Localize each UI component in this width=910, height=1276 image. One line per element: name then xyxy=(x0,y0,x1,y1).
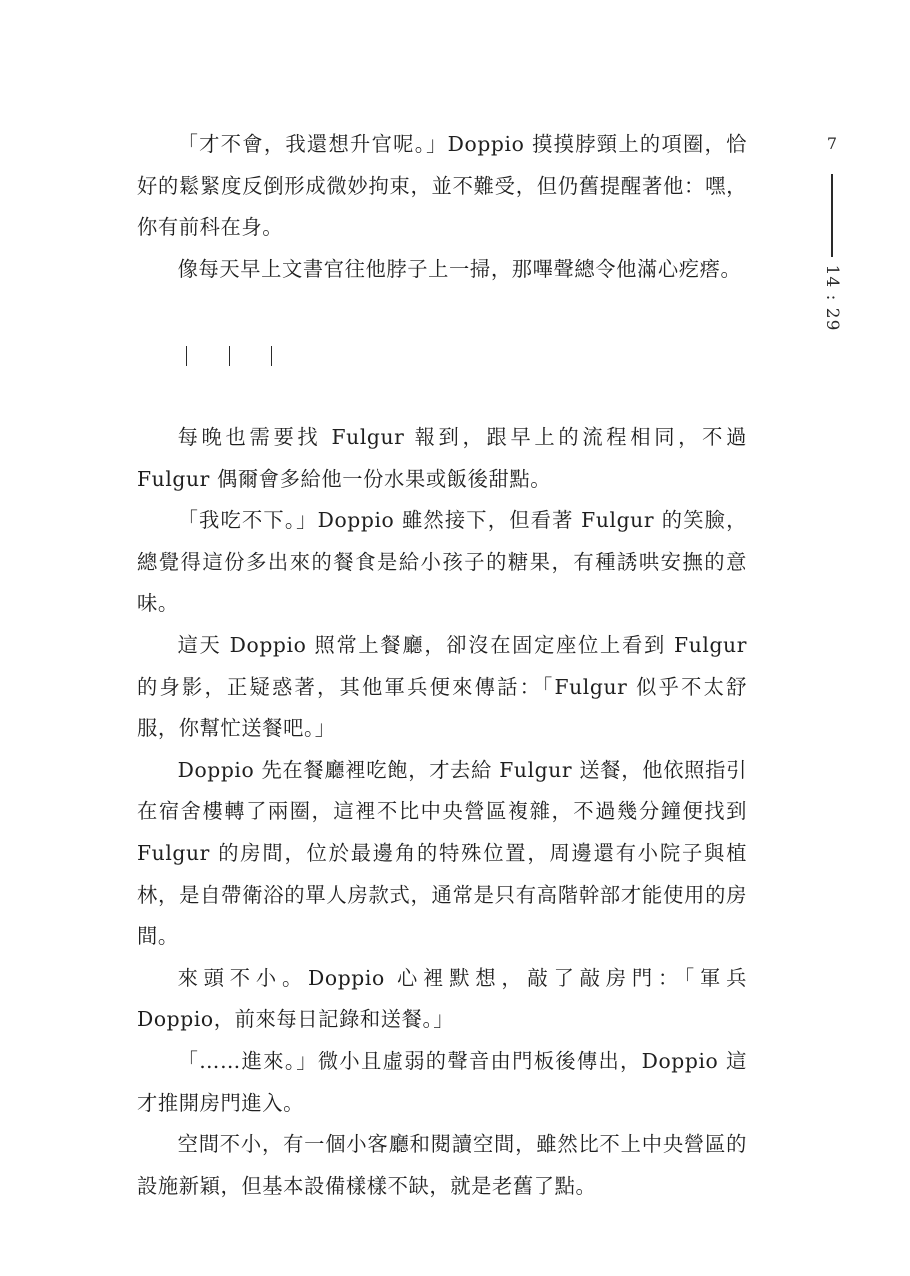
divider-mark xyxy=(229,346,230,366)
text-section-main xyxy=(137,417,747,1207)
divider-mark xyxy=(186,346,187,366)
paragraph: 「……進來。」微小且虛弱的聲音由門板後傳出，Doppio 這才推開房門進入。 xyxy=(137,1048,747,1115)
section-break-divider xyxy=(186,346,286,366)
chapter-label: 14 : 29 xyxy=(822,264,842,332)
side-rule-divider xyxy=(831,174,833,257)
page-number: 7 xyxy=(826,134,838,153)
paragraph: 這天 Doppio 照常上餐廳，卻沒在固定座位上看到 Fulgur 的身影，正疑惑著，其他軍兵便來傳話：「Fulgur 似乎不太舒服，你幫忙送餐吧。」 xyxy=(137,632,747,741)
divider-mark xyxy=(271,346,272,366)
paragraph: Doppio 先在餐廳裡吃飽，才去給 Fulgur 送餐，他依照指引在宿舍樓轉了兩圈，這裡不比中央營區複雜，不過幾分鐘便找到 Fulgur 的房間，位於最邊角的特殊位置，周邊還有小院子與植林，是自帶衛浴的單人房款式，通常是只有高階幹部才能使用的房間。 xyxy=(137,757,747,949)
paragraph: 「我吃不下。」Doppio 雖然接下，但看著 Fulgur 的笑臉，總覺得這份多出來的餐食是給小孩子的糖果，有種誘哄安撫的意味。 xyxy=(137,508,747,616)
text-section-top xyxy=(137,124,747,290)
paragraph: 空間不小，有一個小客廳和閱讀空間，雖然比不上中央營區的設施新穎，但基本設備樣樣不缺，就是老舊了點。 xyxy=(137,1132,747,1198)
paragraph: 像每天早上文書官往他脖子上一掃，那嗶聲總令他滿心疙瘩。 xyxy=(177,256,742,281)
paragraph: 來頭不小。Doppio 心裡默想，敲了敲房門：「軍兵 Doppio，前來每日記錄和送餐。」 xyxy=(137,965,747,1032)
paragraph: 「才不會，我還想升官呢。」Doppio 摸摸脖頸上的項圈，恰好的鬆緊度反倒形成微妙拘束，並不難受，但仍舊提醒著他：嘿，你有前科在身。 xyxy=(137,132,747,240)
paragraph: 每晚也需要找 Fulgur 報到，跟早上的流程相同，不過 Fulgur 偶爾會多給他一份水果或飯後甜點。 xyxy=(137,425,747,491)
